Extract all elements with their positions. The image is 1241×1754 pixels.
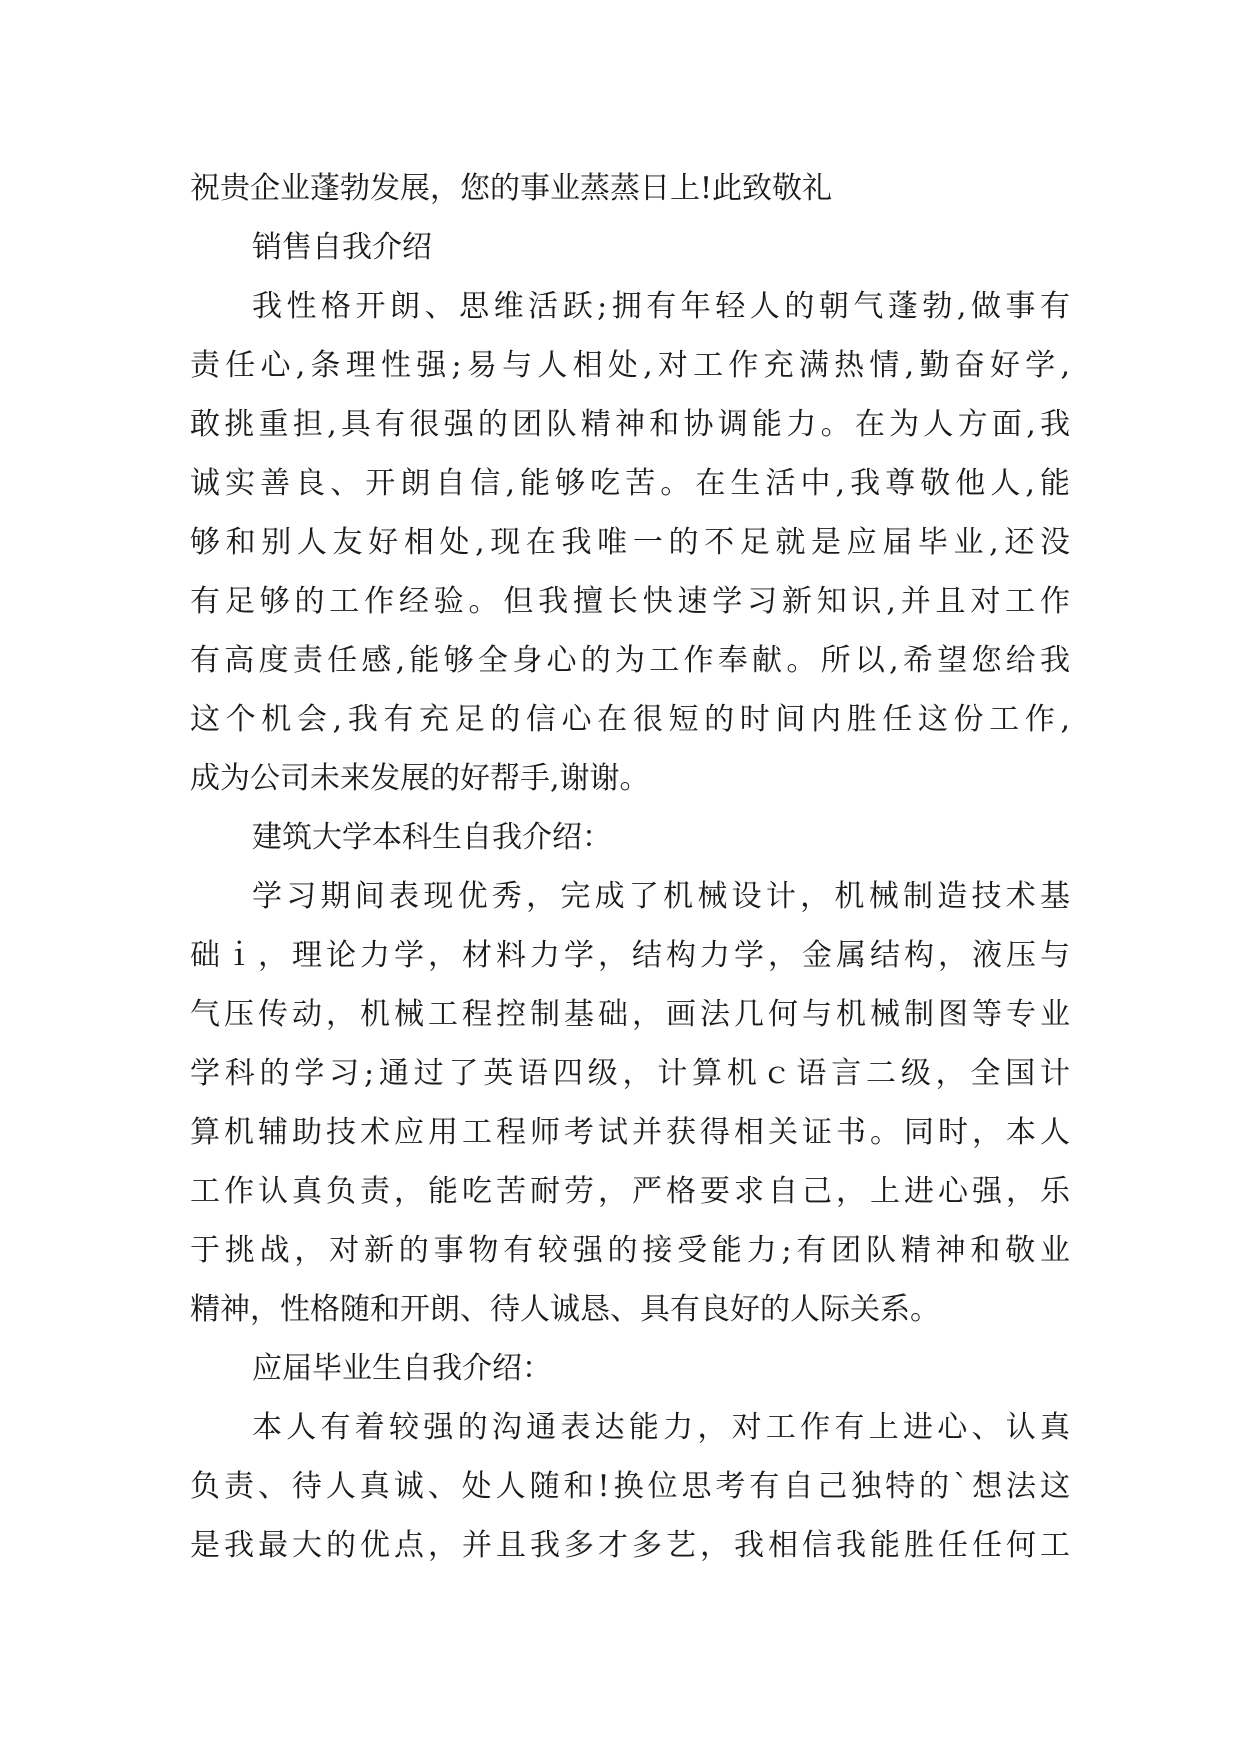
section-heading-architecture-graduate: 建筑大学本科生自我介绍： <box>252 820 612 855</box>
paragraph-line: 这个机会,我有充足的信心在很短的时间内胜任这份工作, <box>190 702 1070 737</box>
paragraph-line: 学习期间表现优秀，完成了机械设计，机械制造技术基 <box>252 879 1070 914</box>
paragraph-line: 算机辅助技术应用工程师考试并获得相关证书。同时，本人 <box>190 1115 1070 1150</box>
paragraph-line: 够和别人友好相处,现在我唯一的不足就是应届毕业,还没 <box>190 525 1070 560</box>
paragraph-line: 精神，性格随和开朗、待人诚恳、具有良好的人际关系。 <box>190 1292 940 1327</box>
section-heading-fresh-graduate: 应届毕业生自我介绍： <box>252 1351 552 1386</box>
document-body <box>190 159 1070 1575</box>
paragraph-line: 工作认真负责，能吃苦耐劳，严格要求自己，上进心强，乐 <box>190 1174 1070 1209</box>
paragraph-line: 诚实善良、开朗自信,能够吃苦。在生活中,我尊敬他人,能 <box>190 466 1070 501</box>
paragraph-line: 我性格开朗、思维活跃;拥有年轻人的朝气蓬勃,做事有 <box>252 289 1070 324</box>
paragraph-line: 学科的学习;通过了英语四级，计算机ｃ语言二级，全国计 <box>190 1056 1070 1091</box>
paragraph-line: 责任心,条理性强;易与人相处,对工作充满热情,勤奋好学, <box>190 348 1070 383</box>
closing-line: 祝贵企业蓬勃发展，您的事业蒸蒸日上!此致敬礼 <box>190 171 833 206</box>
paragraph-line: 成为公司未来发展的好帮手,谢谢。 <box>190 761 650 796</box>
paragraph-line: 负责、待人真诚、处人随和!换位思考有自己独特的`想法这 <box>190 1469 1070 1504</box>
paragraph-line: 本人有着较强的沟通表达能力，对工作有上进心、认真 <box>252 1410 1070 1445</box>
paragraph-line: 础ｉ，理论力学，材料力学，结构力学，金属结构，液压与 <box>190 938 1070 973</box>
paragraph-line: 有足够的工作经验。但我擅长快速学习新知识,并且对工作 <box>190 584 1070 619</box>
paragraph-line: 气压传动，机械工程控制基础，画法几何与机械制图等专业 <box>190 997 1070 1032</box>
paragraph-line: 敢挑重担,具有很强的团队精神和协调能力。在为人方面,我 <box>190 407 1070 442</box>
paragraph-line: 有高度责任感,能够全身心的为工作奉献。所以,希望您给我 <box>190 643 1070 678</box>
paragraph-line: 是我最大的优点，并且我多才多艺，我相信我能胜任任何工 <box>190 1528 1070 1563</box>
paragraph-line: 于挑战，对新的事物有较强的接受能力;有团队精神和敬业 <box>190 1233 1070 1268</box>
section-heading-sales: 销售自我介绍 <box>252 230 432 265</box>
